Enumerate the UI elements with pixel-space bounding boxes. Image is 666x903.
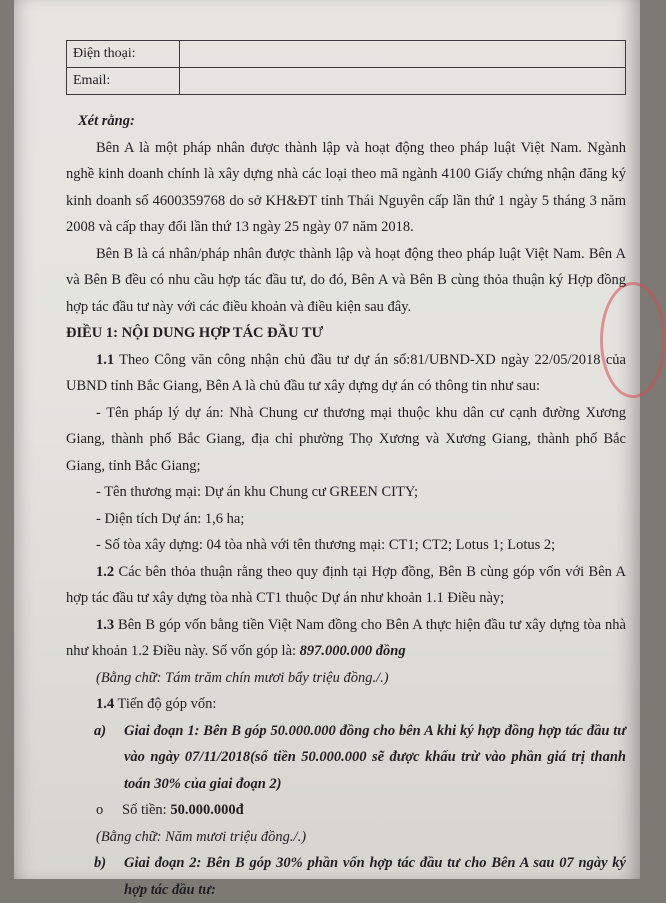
email-row — [67, 68, 626, 95]
phone-label: Điện thoại: — [67, 41, 180, 68]
phone-value-cell — [180, 41, 626, 68]
circle-bullet: o — [96, 802, 104, 818]
section-1-4-text: Tiến độ góp vốn: — [114, 696, 217, 712]
phase-1-label: a) — [94, 722, 107, 739]
whereas-paragraph-1: Bên A là một pháp nhân được thành lập và hoạt động theo pháp luật Việt Nam. Ngành nghề kinh doanh chính là xây dựng nhà các loại theo mã ngành 4100 Giấy chứng nhận đăng ký kinh doanh số 4600359768 do sở KH&ĐT tỉnh Thái Nguyên cấp lần thứ 1 ngày 5 tháng 3 năm 2008 và cấp thay đổi lần thứ 13 ngày 25 ngày 07 năm 2018. — [66, 139, 626, 235]
section-1-4-number: 1.4 — [96, 696, 115, 712]
phone-row — [67, 41, 626, 68]
whereas-paragraph-2: Bên B là cá nhân/pháp nhân được thành lập và hoạt động theo pháp luật Việt Nam. Bên A và Bên B đều có nhu cầu hợp tác đầu tư, do đó, Bên A và Bên B cùng thỏa thuận ký Hợp đồng hợp tác đầu tư này với các điều khoản và điều kiện sau đây. — [66, 245, 626, 315]
phase-1-amount-line — [66, 797, 626, 824]
phase-1-text: Giai đoạn 1: Bên B góp 50.000.000 đồng cho bên A khi ký hợp đồng hợp tác đầu tư vào ngày 07/11/2018(số tiền 50.000.000 sẽ được khấu trừ vào phần giá trị thanh toán 30% của giai đoạn 2) — [124, 722, 626, 792]
section-1-1 — [66, 347, 626, 400]
phase-1-item — [66, 718, 626, 798]
contact-table — [66, 40, 626, 95]
section-1-4 — [66, 691, 626, 718]
project-buildings-item: - Số tòa xây dựng: 04 tòa nhà với tên thương mại: CT1; CT2; Lotus 1; Lotus 2; — [96, 537, 556, 553]
document-body — [66, 108, 626, 903]
section-1-3-amount-words: (Bằng chữ: Tám trăm chín mươi bẩy triệu đồng./.) — [96, 669, 389, 686]
section-1-2-text: Các bên thỏa thuận rằng theo quy định tại Hợp đồng, Bên B cùng góp vốn với Bên A hợp tác đầu tư xây dựng tòa nhà CT1 thuộc Dự án như khoản 1.1 Điều này; — [66, 563, 626, 606]
phase-1-amount-words: (Bằng chữ: Năm mươi triệu đồng./.) — [96, 828, 307, 845]
project-legal-name-item: - Tên pháp lý dự án: Nhà Chung cư thương mại thuộc khu dân cư cạnh đường Xương Giang, thành phố Bắc Giang, địa chỉ phường Thọ Xương và Xương Giang, thành phố Bắc Giang, tỉnh Bắc Giang; — [66, 404, 626, 474]
whereas-title: Xét rằng: — [78, 113, 135, 129]
phase-1-amount-value: 50.000.000đ — [170, 802, 244, 818]
section-1-3 — [66, 612, 626, 665]
project-area-item: - Diện tích Dự án: 1,6 ha; — [96, 510, 245, 527]
document-page — [14, 0, 640, 898]
email-value-cell — [180, 68, 626, 95]
phase-2-text: Giai đoạn 2: Bên B góp 30% phần vốn hợp tác đầu tư cho Bên A sau 07 ngày ký hợp tác đầu tư: — [124, 855, 626, 898]
email-label: Email: — [67, 68, 180, 95]
phase-1-amount-label: Số tiền: — [122, 802, 171, 818]
section-1-1-number: 1.1 — [96, 351, 115, 368]
section-1-3-text: Bên B góp vốn bằng tiền Việt Nam đồng cho Bên A thực hiện đầu tư xây dựng tòa nhà như khoản 1.2 Điều này. Số vốn góp là: — [66, 616, 626, 659]
section-1-2 — [66, 559, 626, 612]
section-1-3-number: 1.3 — [96, 616, 115, 633]
article-1-title: ĐIỀU 1: NỘI DUNG HỢP TÁC ĐẦU TƯ — [66, 325, 324, 341]
phase-2-item — [66, 850, 626, 903]
section-1-3-amount: 897.000.000 đồng — [299, 643, 406, 659]
project-trade-name-item: - Tên thương mại: Dự án khu Chung cư GREEN CITY; — [96, 484, 419, 500]
section-1-2-number: 1.2 — [96, 563, 115, 580]
phase-2-label: b) — [94, 855, 107, 871]
section-1-1-text: Theo Công văn công nhận chủ đầu tư dự án số:81/UBND-XD ngày 22/05/2018 của UBND tỉnh Bắc Giang, Bên A là chủ đầu tư xây dựng dự án có thông tin như sau: — [66, 351, 626, 394]
